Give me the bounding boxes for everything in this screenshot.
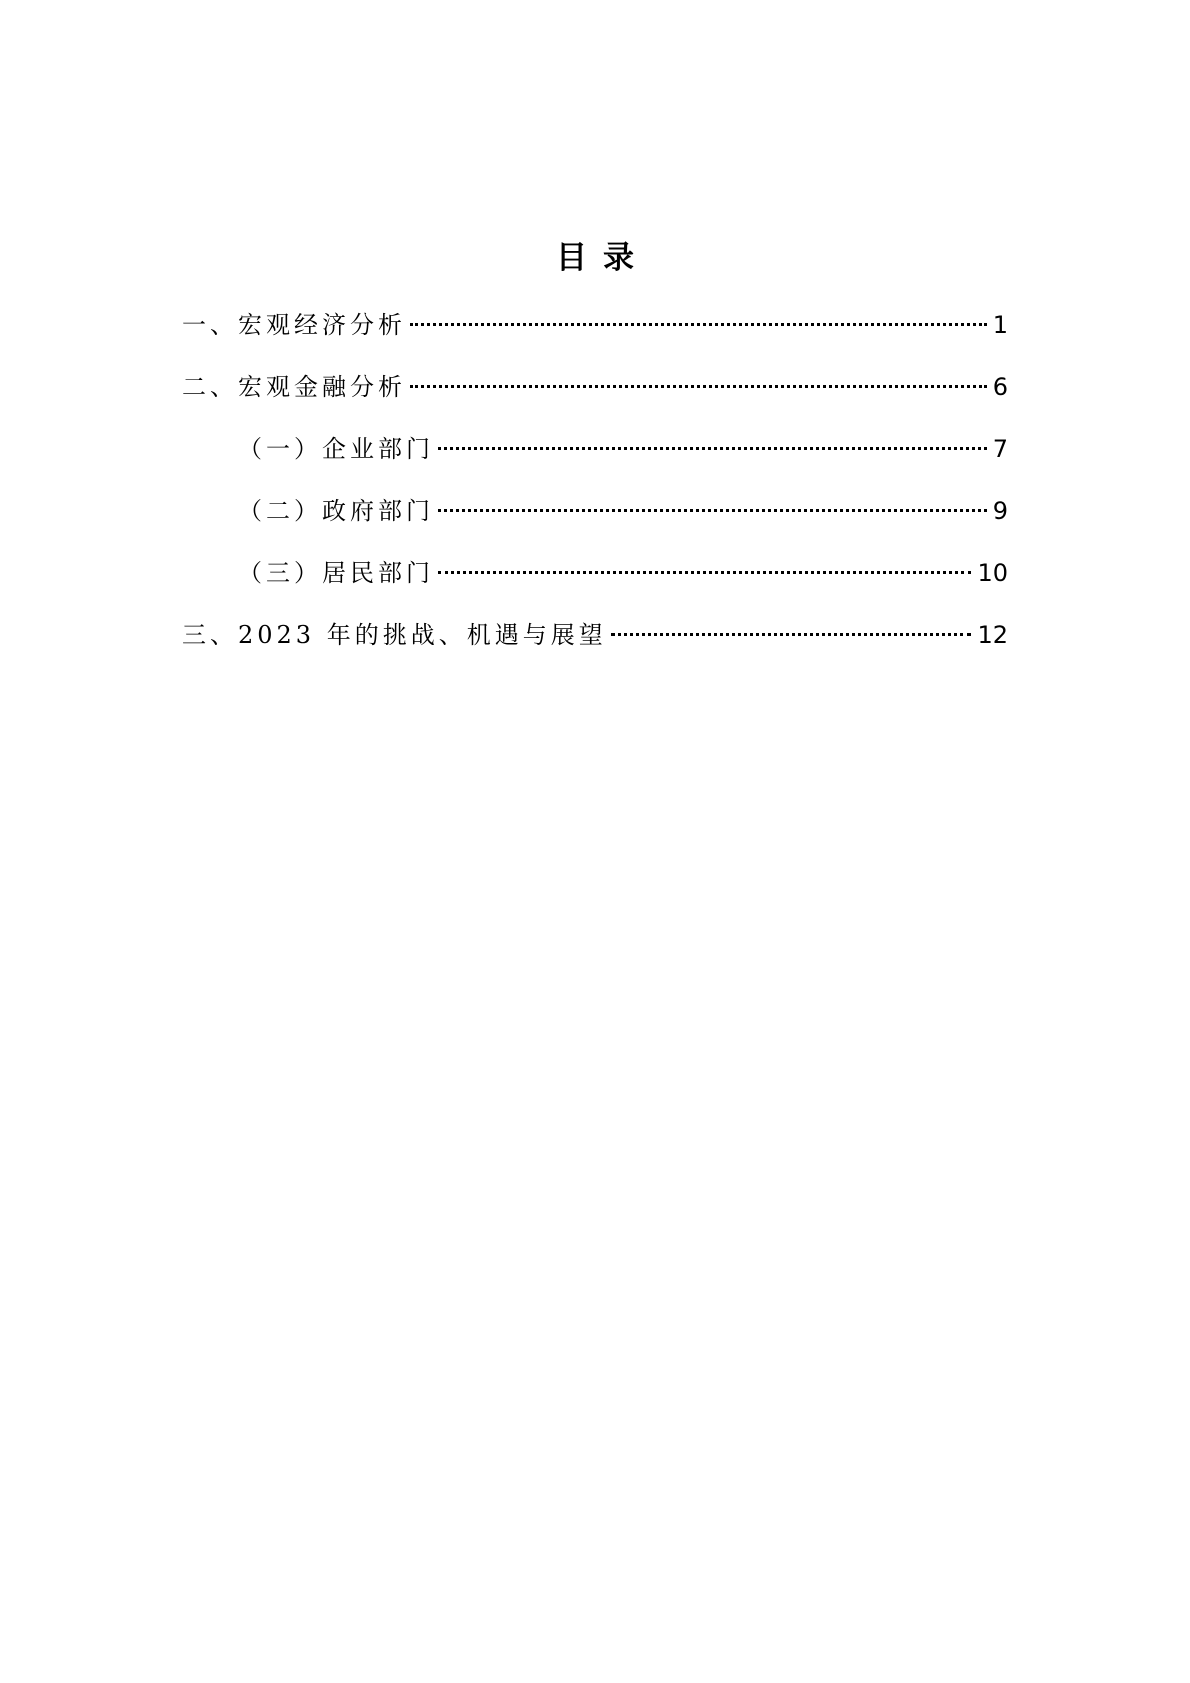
toc-page-number: 6 [992,373,1008,401]
toc-dot-leader [438,509,987,512]
toc-entry[interactable] [182,491,1008,553]
toc-dot-leader [410,385,987,388]
toc-dot-leader [438,571,971,574]
toc-dot-leader [410,323,987,326]
toc-entry[interactable] [182,367,1008,429]
toc-entry-label: （二）政府部门 [238,497,434,525]
toc-page-number: 1 [992,311,1008,339]
toc-list [182,305,1008,677]
toc-entry-label: 一、宏观经济分析 [182,311,406,339]
toc-dot-leader [611,633,972,636]
toc-page-number: 12 [977,621,1008,649]
toc-page-number: 9 [992,497,1008,525]
toc-entry-label: （一）企业部门 [238,435,434,463]
toc-entry-label: 二、宏观金融分析 [182,373,406,401]
toc-entry[interactable] [182,305,1008,367]
toc-entry-label: 三、2023 年的挑战、机遇与展望 [182,621,607,649]
toc-title: 目录 [556,240,650,276]
toc-entry[interactable] [182,429,1008,491]
toc-page-number: 10 [977,559,1008,587]
toc-entry-label: （三）居民部门 [238,559,434,587]
toc-dot-leader [438,447,987,450]
toc-entry[interactable] [182,615,1008,677]
toc-page-number: 7 [992,435,1008,463]
toc-entry[interactable] [182,553,1008,615]
